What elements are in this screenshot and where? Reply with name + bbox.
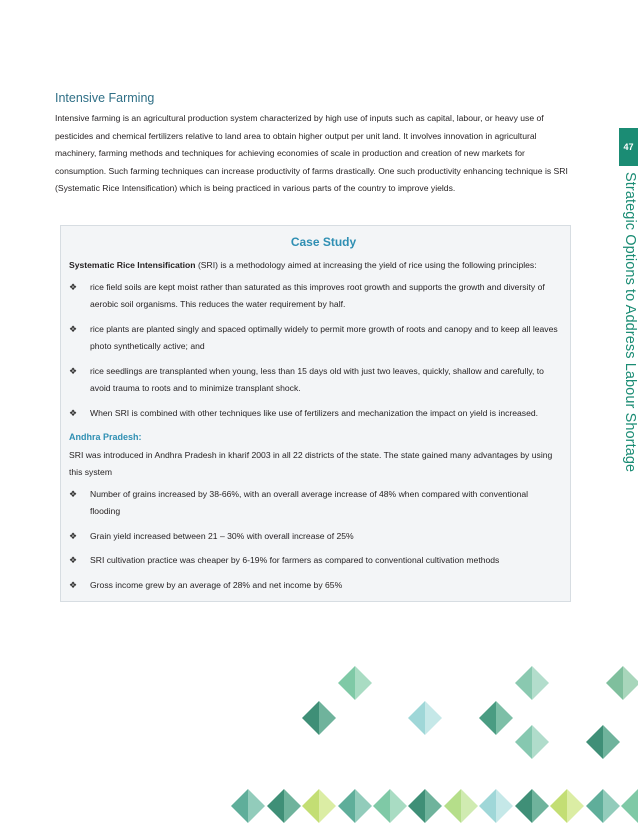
diamond-tile-left — [302, 789, 319, 823]
list-item: ❖ Gross income grew by an average of 28% and net income by 65% — [69, 577, 558, 595]
diamond-tile-right — [355, 666, 372, 700]
diamond-bullet-icon: ❖ — [69, 488, 78, 499]
diamond-bullet-icon: ❖ — [69, 579, 78, 590]
diamond-tile-left — [338, 666, 355, 700]
diamond-tile-left — [586, 789, 603, 823]
diamond-tile-right — [623, 666, 638, 700]
diamond-tile-left — [267, 789, 284, 823]
list-item: ❖ rice plants are planted singly and spaced optimally widely to permit more growth of roots and canopy and to keep all leaves photo synthetically active; and — [69, 321, 558, 356]
diamond-tile-right — [603, 789, 620, 823]
list-item: ❖ rice seedlings are transplanted when young, less than 15 days old with just two leaves, quickly, shallow and carefully, to avoid trauma to roots and to minimize transplant shock. — [69, 363, 558, 398]
diamond-tile-right — [496, 701, 513, 735]
list-item: ❖ Number of grains increased by 38-66%, with an overall average increase of 48% when compared with conventional flooding — [69, 486, 558, 521]
side-chapter-title: Strategic Options to Address Labour Shortage — [622, 172, 638, 473]
diamond-tile-right — [425, 789, 442, 823]
diamond-bullet-icon: ❖ — [69, 281, 78, 292]
diamond-tile-left — [586, 725, 603, 759]
case-study-intro-rest: (SRI) is a methodology aimed at increasing the yield of rice using the following principles: — [195, 260, 537, 270]
intro-paragraph: Intensive farming is an agricultural production system characterized by high use of inputs such as capital, labour, or heavy use of pesticides and chemical fertilizers relative to land area to obtain higher output per unit land. It involves innovation in agricultural machinery, farming methods and techniques for achieving economies of scale in production and creation of new markets for consumption. Such farming techniques can increase productivity of farms drastically. One such productivity enhancing technique is SRI (Systematic Rice Intensification) which is being practiced in various parts of the country to improve yields. — [55, 113, 568, 193]
diamond-tile-left — [515, 725, 532, 759]
list-item: ❖ Grain yield increased between 21 – 30% with overall increase of 25% — [69, 528, 558, 546]
list-item: ❖ SRI cultivation practice was cheaper by 6-19% for farmers as compared to conventional cultivation methods — [69, 552, 558, 570]
diamond-tile-left — [373, 789, 390, 823]
diamond-tile-left — [338, 789, 355, 823]
diamond-tile-right — [532, 725, 549, 759]
diamond-tile-right — [532, 666, 549, 700]
diamond-tile-right — [461, 789, 478, 823]
list-item: ❖ rice field soils are kept moist rather than saturated as this improves root growth and supports the growth and diversity of aerobic soil organisms. This reduces the water requirement by half. — [69, 279, 558, 314]
diamond-tile-right — [425, 701, 442, 735]
diamond-tile-left — [408, 789, 425, 823]
diamond-tile-right — [319, 701, 336, 735]
diamond-bullet-icon: ❖ — [69, 365, 78, 376]
page-number: 47 — [619, 128, 638, 166]
case-study-heading: Case Study — [290, 235, 357, 249]
diamond-tile-left — [621, 789, 638, 823]
diamond-tile-left — [408, 701, 425, 735]
diamond-tile-right — [496, 789, 513, 823]
diamond-bullet-icon: ❖ — [69, 407, 78, 418]
diamond-tile-right — [284, 789, 301, 823]
diamond-tile-right — [567, 789, 584, 823]
diamond-tile-left — [479, 789, 496, 823]
diamond-tile-right — [319, 789, 336, 823]
diamond-tile-left — [550, 789, 567, 823]
diamond-tile-left — [302, 701, 319, 735]
diamond-bullet-icon: ❖ — [69, 555, 78, 565]
sri-term: Systematic Rice Intensification — [69, 260, 196, 270]
diamond-bullet-icon: ❖ — [69, 323, 78, 334]
diamond-bullet-icon: ❖ — [69, 530, 78, 541]
list-item: ❖ When SRI is combined with other techniques like use of fertilizers and mechanization the impact on yield is increased. — [69, 405, 558, 423]
diamond-tile-left — [444, 789, 461, 823]
diamond-tile-right — [355, 789, 372, 823]
diamond-tile-right — [532, 789, 549, 823]
diamond-tile-left — [231, 789, 248, 823]
diamond-tile-left — [515, 666, 532, 700]
diamond-tile-left — [515, 789, 532, 823]
andhra-pradesh-text: SRI was introduced in Andhra Pradesh in kharif 2003 in all 22 districts of the state. The state gained many advantages by using this system — [69, 449, 553, 477]
diamond-tile-left — [479, 701, 496, 735]
andhra-pradesh-heading: Andhra Pradesh: — [69, 432, 142, 442]
section-title: Intensive Farming — [55, 91, 155, 105]
diamond-tile-right — [248, 789, 265, 823]
diamond-tile-left — [606, 666, 623, 700]
diamond-tile-right — [603, 725, 620, 759]
diamond-tile-right — [390, 789, 407, 823]
